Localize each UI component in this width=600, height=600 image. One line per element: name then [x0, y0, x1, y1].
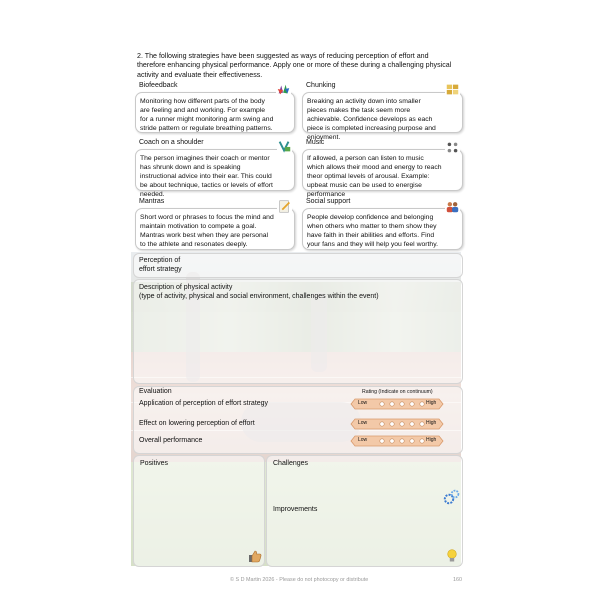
evaluation-row-label: Effect on lowering perception of effort [139, 420, 255, 427]
people-icon [445, 199, 460, 214]
strategy-title: Chunking [306, 82, 336, 89]
strategy-text: The person imagines their coach or mentor has shrunk down and is speaking instructional advice into their ear. This could be about technique, tactics or levels of effort needed. [140, 155, 273, 198]
rating-scale[interactable]: Low High [350, 398, 444, 410]
evaluation-row-label: Application of perception of effort strategy [139, 400, 269, 407]
strategy-title: Social support [306, 198, 351, 205]
challenges-label: Challenges [273, 460, 309, 467]
gears-icon [443, 489, 460, 506]
strategy-title: Music [306, 139, 325, 146]
strategy-card [135, 149, 295, 198]
strategy-card [135, 208, 295, 250]
description-label: Description of physical activity (type of activity, physical and social environment, challenges within the event) [139, 284, 379, 300]
strategy-panel[interactable] [133, 253, 463, 278]
strategy-text: People develop confidence and belonging when others who matter to them show they have faith in their abilities and efforts. Find your fans and they will help you feel worthy. [307, 214, 438, 248]
coach-icon [277, 139, 292, 154]
page-footer [0, 577, 600, 589]
notepad-icon [277, 199, 292, 214]
strategy-card [302, 92, 463, 141]
thumbs-up-icon [248, 549, 262, 563]
strategy-title: Mantras [139, 198, 165, 205]
copyright-notice: © S D Martin 2026 - Please do not photocopy or distribute [230, 577, 369, 583]
strategy-title: Biofeedback [139, 82, 178, 89]
strategy-text: Short word or phrases to focus the mind and maintain motivation to compete a goal. Mantras work best when they are personal to the athlete and resonates deeply. [140, 214, 274, 248]
improvements-label: Improvements [273, 506, 318, 513]
strategy-text: If allowed, a person can listen to music which allows their mood and energy to reach theor optimal levels of arousal. Example: upbeat music can be used to energise performance [307, 155, 442, 198]
rating-header: Rating (Indicate on continuum) [362, 389, 433, 395]
strategy-text: Monitoring how different parts of the body are feeling and and working. For example for a runner might monitoring arm swing and stride pattern or regulate breathing patterns. [140, 98, 274, 132]
lightbulb-icon [446, 549, 458, 563]
strategy-label: Perception of effort strategy [139, 257, 182, 273]
positives-label: Positives [140, 460, 169, 467]
strategy-card [302, 149, 463, 198]
page-number: 160 [453, 577, 462, 583]
task-instructions: 2. The following strategies have been suggested as ways of reducing perception of effort and therefore enhancing physical performance. Apply one or more of these during a challenging physical activity and evaluate their effectiveness. [137, 52, 452, 79]
evaluation-row-label: Overall performance [139, 437, 203, 444]
music-icon [445, 140, 460, 155]
strategy-card [302, 208, 463, 250]
hands-icon [276, 82, 291, 97]
rating-scale[interactable]: Low High [350, 418, 444, 430]
strategy-title: Coach on a shoulder [139, 139, 204, 146]
pieces-icon [445, 82, 460, 97]
evaluation-label: Evaluation [139, 388, 172, 395]
strategy-card [135, 92, 295, 133]
strategy-text: Breaking an activity down into smaller pieces makes the task seem more achievable. Confidence develops as each piece is completed increasing purpose and enjoyment. [307, 98, 436, 141]
rating-scale[interactable]: Low High [350, 435, 444, 447]
positives-panel[interactable] [133, 455, 265, 567]
